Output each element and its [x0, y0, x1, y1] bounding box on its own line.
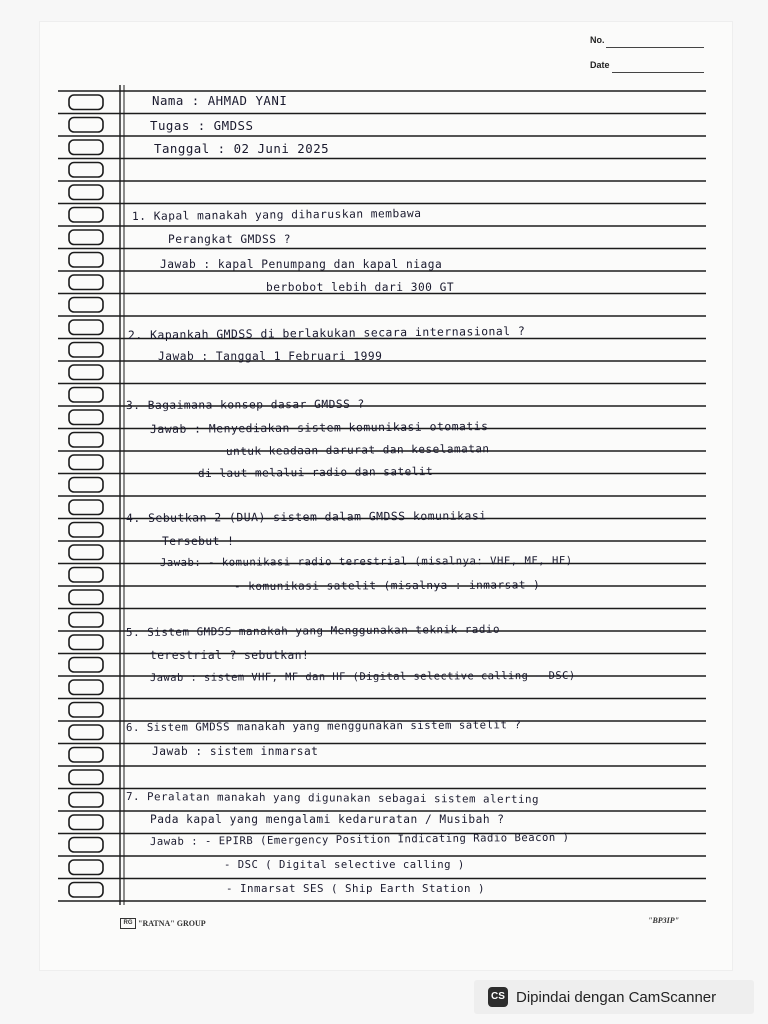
question-4-cont: Tersebut ! — [162, 535, 235, 548]
binder-hole — [69, 365, 103, 380]
answer-7-cont: - DSC ( Digital selective calling ) — [224, 859, 465, 871]
binder-hole — [69, 253, 103, 268]
binder-hole — [69, 793, 103, 808]
binder-hole — [69, 478, 103, 493]
question-1: 1. Kapal manakah yang diharuskan membawa — [131, 206, 422, 223]
scanner-watermark-text: Dipindai dengan CamScanner — [516, 988, 717, 1006]
answer-7: Jawab : - EPIRB (Emergency Position Indicating Radio Beacon ) — [149, 831, 570, 848]
binder-hole — [69, 455, 103, 470]
binder-hole — [69, 725, 103, 740]
binder-hole — [69, 433, 103, 448]
date-label: Date — [590, 60, 610, 70]
publisher-brand: "RATNA" GROUP — [138, 919, 206, 928]
binder-hole — [69, 815, 103, 830]
binder-hole — [69, 748, 103, 763]
binder-hole — [69, 770, 103, 785]
binder-hole — [69, 883, 103, 898]
binder-hole — [69, 298, 103, 313]
question-6: 6. Sistem GMDSS manakah yang menggunakan sistem satelit ? — [125, 718, 522, 734]
answer-4-cont: - komunikasi satelit (misalnya : inmarsat ) — [233, 578, 541, 593]
binder-hole — [69, 680, 103, 695]
answer-3-cont: untuk keadaan darurat dan keselamatan — [225, 442, 490, 458]
binder-hole — [69, 658, 103, 673]
answer-3: Jawab : Menyediakan sistem komunikasi otomatis — [149, 419, 489, 436]
answer-5: Jawab : sistem VHF, MF dan HF (Digital selective calling - DSC) — [149, 669, 576, 684]
binder-hole — [69, 320, 103, 335]
publisher-logo: RG — [120, 918, 136, 929]
question-5-cont: terestrial ? sebutkan! — [150, 649, 310, 662]
binder-hole — [69, 545, 103, 560]
binder-hole — [69, 838, 103, 853]
binder-hole — [69, 703, 103, 718]
binder-hole — [69, 568, 103, 583]
answer-7-cont2: - Inmarsat SES ( Ship Earth Station ) — [226, 882, 486, 895]
no-label: No. — [590, 35, 605, 45]
binder-hole — [69, 523, 103, 538]
question-1-cont: Perangkat GMDSS ? — [168, 233, 292, 246]
binder-hole — [69, 590, 103, 605]
line-date: Tanggal : 02 Juni 2025 — [154, 141, 330, 156]
binder-hole — [69, 185, 103, 200]
binder-hole — [69, 860, 103, 875]
binder-hole — [69, 635, 103, 650]
question-7-cont: Pada kapal yang mengalami kedaruratan / Musibah ? — [150, 813, 505, 826]
question-2: 2. Kapankah GMDSS di berlakukan secara internasional ? — [127, 323, 526, 342]
binder-hole — [69, 95, 103, 110]
camscanner-logo-icon: CS — [488, 987, 508, 1007]
question-4: 4. Sebutkan 2 (DUA) sistem dalam GMDSS komunikasi — [125, 508, 487, 525]
product-code: "BP3IP" — [648, 916, 680, 925]
binder-hole — [69, 388, 103, 403]
answer-6: Jawab : sistem inmarsat — [152, 745, 319, 758]
binder-hole — [69, 500, 103, 515]
question-5: 5. Sistem GMDSS manakah yang Menggunakan teknik radio — [125, 622, 501, 639]
binder-hole — [69, 410, 103, 425]
binder-hole — [69, 140, 103, 155]
question-3: 3. Bagaimana konsep dasar GMDSS ? — [125, 397, 365, 412]
answer-1: Jawab : kapal Penumpang dan kapal niaga — [160, 258, 443, 271]
question-7: 7. Peralatan manakah yang digunakan sebagai sistem alerting — [125, 790, 540, 806]
binder-hole — [69, 230, 103, 245]
binder-hole — [69, 613, 103, 628]
binder-hole — [69, 163, 103, 178]
binder-hole — [69, 118, 103, 133]
answer-3-cont2: di laut melalui radio dan satelit — [197, 464, 434, 480]
answer-4: Jawab: - komunikasi radio terestrial (misalnya: VHF, MF, HF) — [159, 554, 573, 569]
binder-hole — [69, 208, 103, 223]
answer-1-cont: berbobot lebih dari 300 GT — [266, 281, 455, 294]
line-task: Tugas : GMDSS — [150, 118, 254, 133]
answer-2: Jawab : Tanggal 1 Februari 1999 — [158, 350, 383, 363]
scanner-watermark — [474, 980, 754, 1014]
binder-hole — [69, 275, 103, 290]
binder-hole — [69, 343, 103, 358]
line-name: Nama : AHMAD YANI — [152, 93, 288, 108]
